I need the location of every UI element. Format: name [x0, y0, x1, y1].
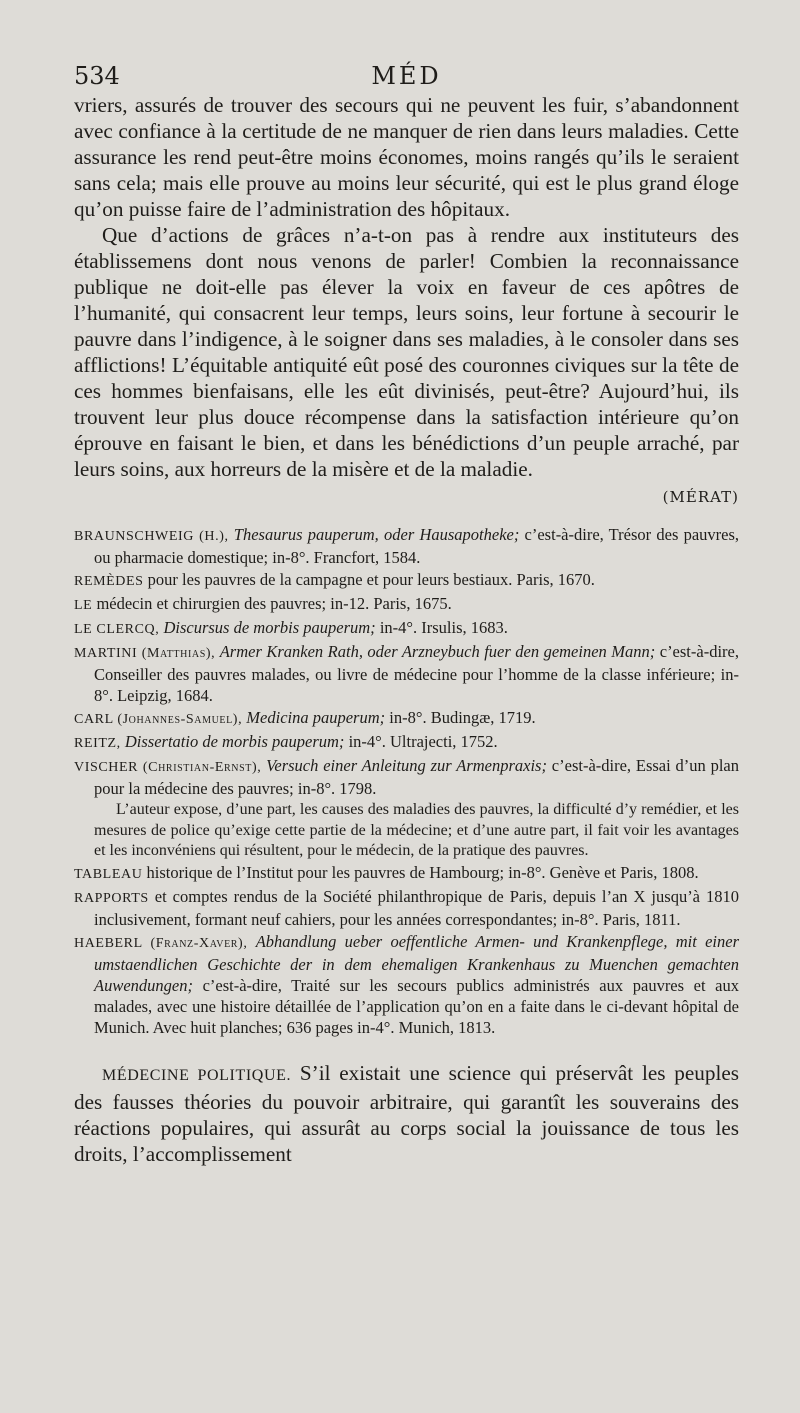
bibliography-entry: CARL (Johannes-Samuel), Medicina pauperum; in-8°. Budingæ, 1719. [74, 708, 536, 727]
main-text [74, 92, 739, 482]
article-heading: MÉDECINE POLITIQUE. [102, 1066, 292, 1084]
bibliography-entry: RAPPORTS et comptes rendus de la Société philanthropique de Paris, depuis l’an X jusqu’à 1810 inclusivement, formant neuf cahiers, pour les années correspondantes; in-8°. Paris, 1811. [74, 886, 739, 929]
page-header [74, 62, 739, 92]
bibliography [74, 524, 739, 1038]
paragraph: Que d’actions de grâces n’a-t-on pas à rendre aux instituteurs des établissemens dont nous venons de parler! Combien la reconnaissance publique ne doit-elle pas élever la voix en faveur de ces apôtres de l’humanité, qui consacrent leur temps, leurs soins, leur fortune à secourir le pauvre dans l’indigence, à le soigner dans ses maladies, à le consoler dans ses afflictions! L’équitable antiquité eût posé des couronnes civiques sur la tête de ces hommes bienfaisans, elle les eût divinisés, peut-être? Aujourd’hui, ils trouvent leur plus douce récompense dans la satisfaction intérieure qu’on éprouve en faisant le bien, et dans les bénédictions d’un peuple arraché, par leurs soins, aux horreurs de la misère et de la maladie. [74, 223, 739, 481]
page-number: 534 [74, 62, 120, 90]
bibliography-note: L’auteur expose, d’une part, les causes des maladies des pauvres, la difficulté d’y remédier, et les mesures de police qu’exige cette partie de la médecine; et d’une autre part, il fait voir les avantages et les inconvéniens qui résultent, pour le médecin, de la pratique des pauvres. [94, 801, 739, 859]
bibliography-entry: LE médecin et chirurgien des pauvres; in-12. Paris, 1675. [74, 594, 452, 613]
article-medecine-politique [74, 1060, 739, 1167]
article-text: S’il existait une science qui préservât les peuples des fausses théories du pouvoir arbitraire, qui garantît les souverains des réactions populaires, qui assurât au corps social la jouissance de tous les droits, l’accomplissement [74, 1060, 739, 1166]
author-signature: (MÉRAT) [662, 488, 739, 506]
running-title: MÉD [371, 62, 442, 90]
bibliography-entry: TABLEAU historique de l’Institut pour les pauvres de Hambourg; in-8°. Genève et Paris, 1808. [74, 862, 699, 882]
bibliography-entry: HAEBERL (Franz-Xaver), Abhandlung ueber oeffentliche Armen- und Krankenpflege, mit einer umstaendlichen Geschichte der in dem ehemaligen Krankenhaus zu Muenchen gemachten Auwendungen; c’est-à-dire, Traité sur les secours publics administrés aux pauvres et aux malades, avec une histoire détaillée de l’application qu’on en a faite dans le ci-devant hôpital de Munich. Avec huit planches; 636 pages in-4°. Munich, 1813. [74, 931, 739, 1037]
bibliography-entry: BRAUNSCHWEIG (H.), Thesaurus pauperum, oder Hausapotheke; c’est-à-dire, Trésor des pauvres, ou pharmacie domestique; in-8°. Francfort, 1584. [74, 525, 740, 567]
paragraph: vriers, assurés de trouver des secours qui ne peuvent les fuir, s’abandonnent avec confiance à la certitude de ne manquer de rien dans leurs maladies. Cette assurance les rend peut-être moins économes, moins rangés qu’ils le seraient sans cela; mais elle prouve au moins leur sécurité, qui est le plus grand éloge qu’on puisse faire de l’administration des hôpitaux. [74, 93, 739, 221]
page-body [74, 92, 739, 1167]
bibliography-entry: VISCHER (Christian-Ernst), Versuch einer Anleitung zur Armenpraxis; c’est-à-dire, Essai d’un plan pour la médecine des pauvres; in-8°. 1798. [74, 756, 740, 798]
bibliography-entry: MARTINI (Matthias), Armer Kranken Rath, oder Arzneybuch fuer den gemeinen Mann; c’est-à-dire, Conseiller des pauvres malades, ou livre de médecine pour l’homme de la classe inférieure; in-8°. Leipzig, 1684. [74, 642, 739, 705]
bibliography-entry: LE CLERCQ, Discursus de morbis pauperum; in-4°. Irsulis, 1683. [74, 618, 508, 637]
bibliography-entry: REITZ, Dissertatio de morbis pauperum; in-4°. Ultrajecti, 1752. [74, 732, 498, 751]
bibliography-entry: REMÈDES pour les pauvres de la campagne et pour leurs bestiaux. Paris, 1670. [74, 570, 595, 589]
